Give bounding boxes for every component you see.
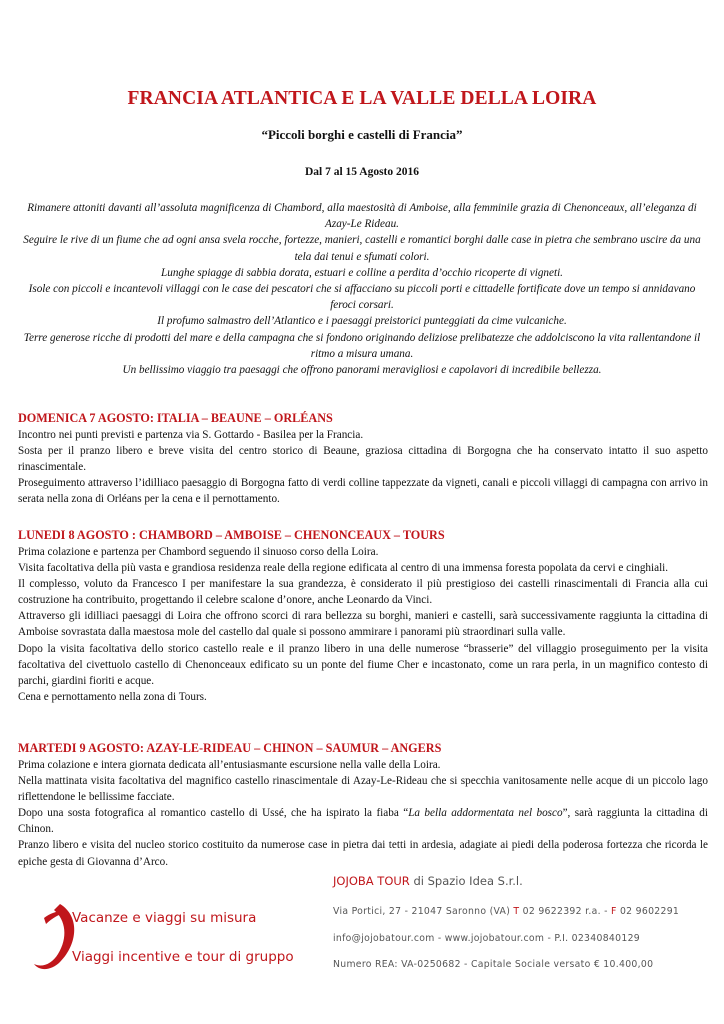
tel-label: T <box>513 906 520 917</box>
day-paragraph: Cena e pernottamento nella zona di Tours. <box>18 690 207 703</box>
page-title: FRANCIA ATLANTICA E LA VALLE DELLA LOIRA <box>127 88 597 109</box>
day-paragraph: Incontro nei punti previsti e partenza via S. Gottardo - Basilea per la Francia. <box>18 429 364 441</box>
tel-number: 02 9622392 r.a. - <box>519 906 612 917</box>
intro-line: Seguire le rive di un fiume che ad ogni ansa svela rocche, fortezze, manieri, castelli e romantici borghi dalle case in pietra che sembrano uscire da una tela dai tenui e sfumati colori. <box>23 234 701 263</box>
day-paragraph: Prima colazione e partenza per Chambord seguendo il sinuoso corso della Loira. <box>18 546 379 558</box>
intro-line: Lunghe spiagge di sabbia dorata, estuari e colline a perdita d’occhio ricoperte di vigneti. <box>161 266 563 279</box>
intro-line: Isole con piccoli e incantevoli villaggi con le case dei pescatori che si affacciano su piccoli porti e cittadelle fortificate dove un tempo si annidavano feroci corsari. <box>28 283 696 312</box>
day-paragraph: Proseguimento attraverso l’idilliaco paesaggio di Borgogna fatto di verdi colline tappezzate da vigneti, canali e piccoli villaggi di campagna con arrivo in serata nella zona di Orléans per la cena e il pernottamento. <box>18 477 708 506</box>
day-paragraph: Il complesso, voluto da Francesco I per manifestare la sua grandezza, è considerato il più prestigioso dei castelli rinascimentali di Francia alla cui costruzione ha contribuito, progettando il celebre scalone d’onore, anche Leonardo da Vinci. <box>18 578 708 607</box>
tagline-custom-trips: Vacanze e viaggi su misura <box>72 910 257 926</box>
intro-line: Rimanere attoniti davanti all’assoluta magnificenza di Chambord, alla maestosità di Amboise, alla femminile grazia di Chenonceaux, all’eleganza di Azay-Le Rideau. <box>27 202 697 231</box>
intro-line: Il profumo salmastro dell’Atlantico e i paesaggi preistorici punteggiati da cime vulcaniche. <box>157 315 567 328</box>
day-paragraph: Nella mattinata visita facoltativa del magnifico castello rinascimentale di Azay-Le-Rideau che si specchia vanitosamente nelle acque di un piccolo lago riflettendone le bellissime facciate. <box>18 775 708 804</box>
day-paragraph: Dopo una sosta fotografica al romantico castello di Ussé, che ha ispirato la fiaba “La bella addormentata nel bosco”, sarà raggiunta la cittadina di Chinon. <box>18 807 708 836</box>
day-paragraph: Sosta per il pranzo libero e breve visita del centro storico di Beaune, graziosa cittadina di Borgogna che ha conservato intatto il suo aspetto rinascimentale. <box>18 445 708 474</box>
day-section-3 <box>18 740 708 870</box>
fax-number: 02 9602291 <box>616 906 680 917</box>
company-contacts: info@jojobatour.com - www.jojobatour.com - P.I. 02340840129 <box>333 933 640 944</box>
fax-label: F <box>611 906 617 917</box>
day-paragraph: Dopo la visita facoltativa dello storico castello reale e il pranzo libero in una delle numerose “brasserie” del villaggio proseguimento per la visita facoltativa del civettuolo castello di Chenonceaux edificato su un ponte del fiume Cher e incastonato, come un rara perla, in un magnifico contesto di parchi, giardini fioriti e acque. <box>18 642 708 687</box>
day-section-1 <box>18 410 708 507</box>
travel-dates: Dal 7 al 15 Agosto 2016 <box>304 166 420 178</box>
brand-name: JOJOBA TOUR <box>333 874 410 888</box>
company-name <box>333 874 523 888</box>
intro-text <box>22 200 702 378</box>
tagline-group-tours: Viaggi incentive e tour di gruppo <box>72 949 294 965</box>
page-subtitle: “Piccoli borghi e castelli di Francia” <box>261 127 463 142</box>
company-registry: Numero REA: VA-0250682 - Capitale Sociale versato € 10.400,00 <box>333 959 654 970</box>
day-heading: LUNEDI 8 AGOSTO : CHAMBORD – AMBOISE – CHENONCEAUX – TOURS <box>18 528 445 542</box>
day-paragraph: Prima colazione e intera giornata dedicata all’entusiasmante escursione nella valle della Loira. <box>18 759 441 771</box>
fairy-tale-title: La bella addormentata nel bosco <box>408 807 563 820</box>
intro-line: Un bellissimo viaggio tra paesaggi che offrono panorami meravigliosi e capolavori di incredibile bellezza. <box>122 364 602 377</box>
intro-line: Terre generose ricche di prodotti del mare e della campagna che si fondono originando deliziose prelibatezze che addolciscono la vita rallentandone il ritmo a misura umana. <box>23 331 701 360</box>
day-heading: DOMENICA 7 AGOSTO: ITALIA – BEAUNE – ORLÉANS <box>18 411 333 425</box>
company-suffix: di Spazio Idea S.r.l. <box>409 874 523 888</box>
day-heading: MARTEDI 9 AGOSTO: AZAY-LE-RIDEAU – CHINON – SAUMUR – ANGERS <box>18 741 442 755</box>
day-section-2 <box>18 527 708 705</box>
day-paragraph: Attraverso gli idilliaci paesaggi di Loira che offrono scorci di rara bellezza su borghi, manieri e castelli, sarà successivamente raggiunta la cittadina di Amboise sovrastata dalla maestosa mole del castello dal quale si possono ammirare i panorami più straordinari sulla valle. <box>18 610 708 639</box>
day-paragraph: Visita facoltativa della più vasta e grandiosa residenza reale della regione edificata al centro di una immensa foresta popolata da cervi e cinghiali. <box>18 562 669 575</box>
address-text: Via Portici, 27 - 21047 Saronno (VA) <box>333 906 514 917</box>
company-address <box>333 906 679 917</box>
day-paragraph: Pranzo libero e visita del nucleo storico costituito da numerose case in pietra dai tetti in ardesia, adagiate ai piedi della poderosa fortezza che ricorda le epiche gesta di Giovanna d’Arco. <box>18 839 708 868</box>
